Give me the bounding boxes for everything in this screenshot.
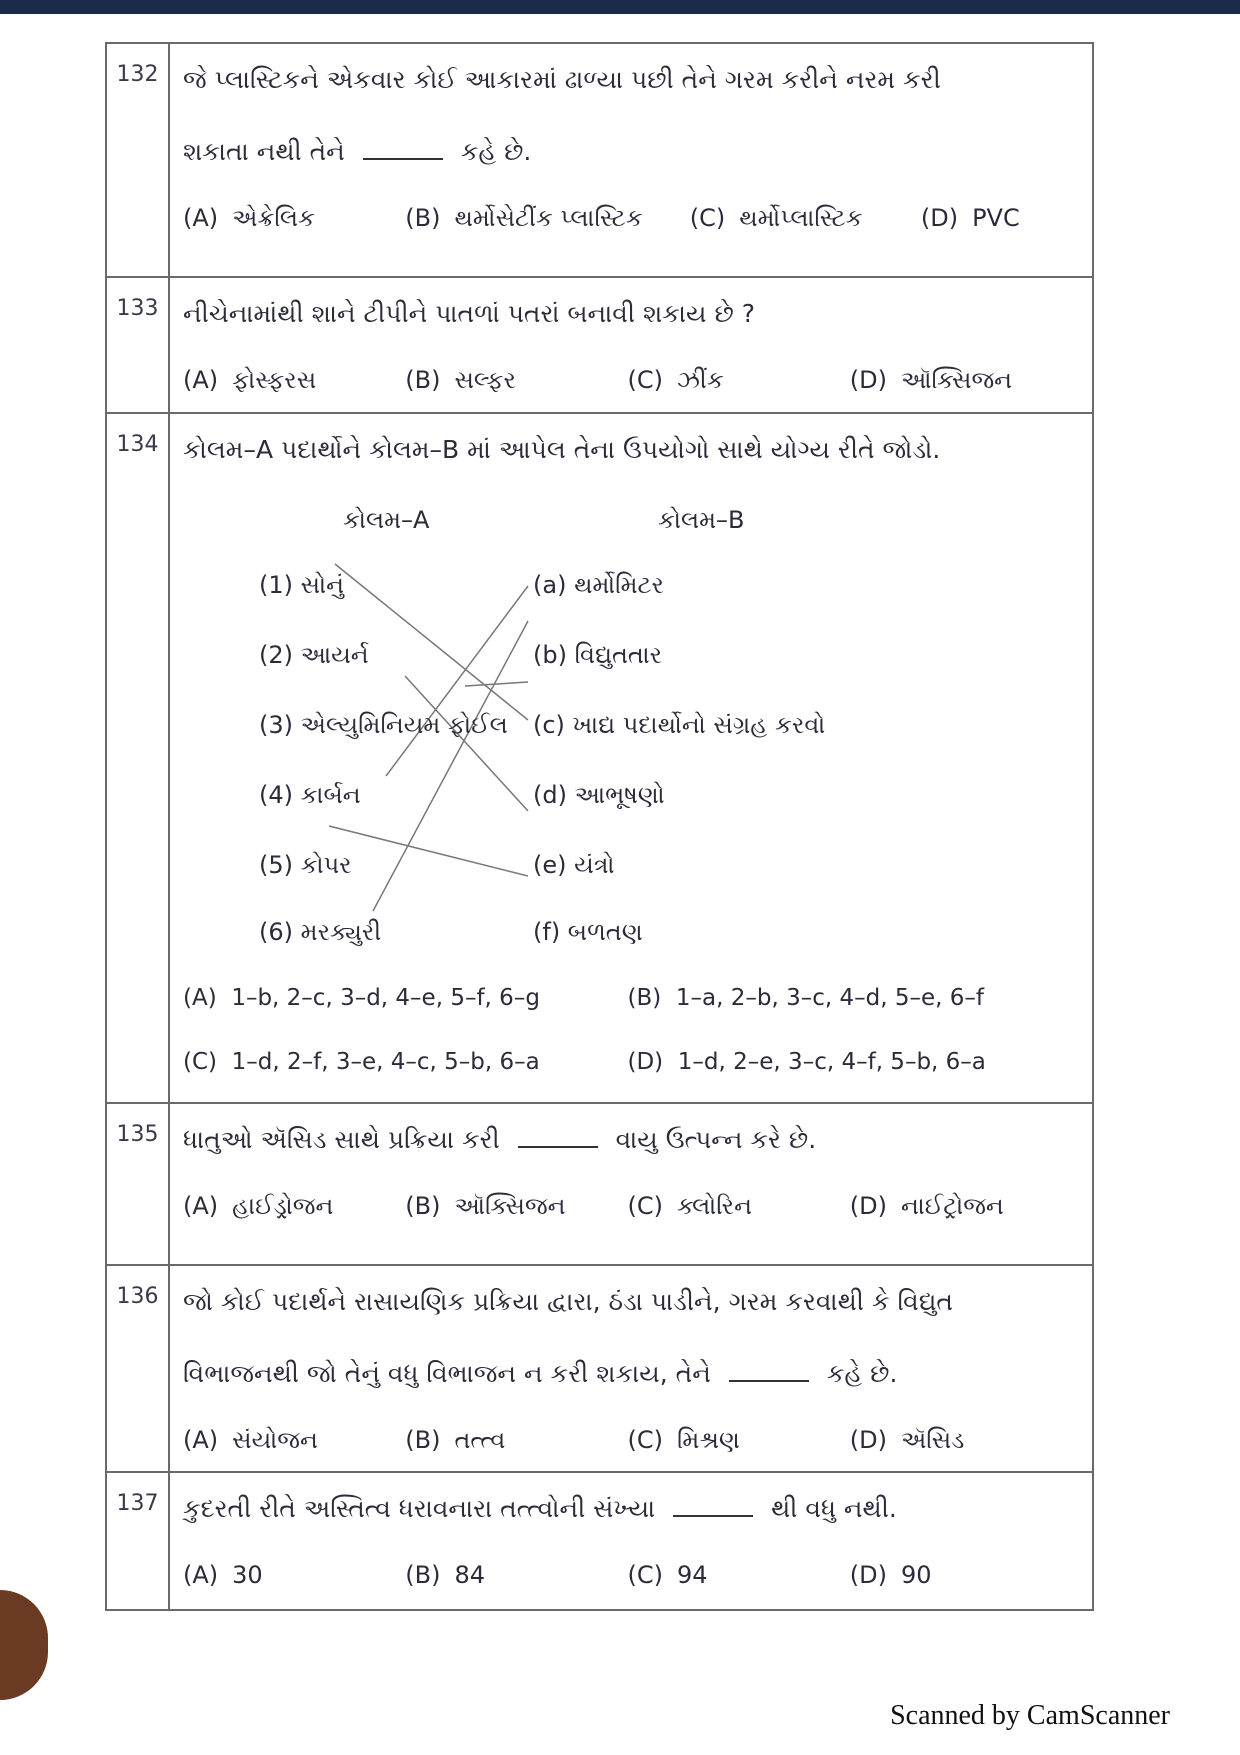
option-b[interactable]: (B) થર્મોસેટીંક પ્લાસ્ટિક bbox=[405, 204, 643, 232]
match-line bbox=[373, 621, 528, 911]
match-columns bbox=[183, 486, 1072, 946]
question-133 bbox=[107, 276, 1092, 412]
question-text: કોલમ–A પદાર્થોને કોલમ–B માં આપેલ તેના ઉપયોગો સાથે યોગ્ય રીતે જોડો. bbox=[183, 435, 941, 464]
question-sheet bbox=[105, 42, 1094, 1611]
options bbox=[183, 1545, 1072, 1605]
question-number: 136 bbox=[107, 1266, 170, 1471]
option-b[interactable]: (B) સલ્ફર bbox=[405, 366, 516, 394]
scan-top-edge bbox=[0, 0, 1240, 14]
question-text: જે પ્લાસ્ટિકને એકવાર કોઈ આકારમાં ઢાળ્યા પછી તેને ગરમ કરીને નરમ કરી શકાતા નથી તેને કહે છે. bbox=[183, 65, 941, 166]
question-text: કુદરતી રીતે અસ્તિત્વ ધરાવનારા તત્ત્વોની સંખ્યા થી વધુ નથી. bbox=[183, 1494, 897, 1523]
column-b-heading: કોલમ–B bbox=[658, 506, 745, 534]
option-b[interactable]: (B) તત્ત્વ bbox=[405, 1426, 506, 1454]
option-d[interactable]: (D) 1–d, 2–e, 3–c, 4–f, 5–b, 6–a bbox=[627, 1049, 986, 1075]
question-text: જો કોઈ પદાર્થને રાસાયણિક પ્રક્રિયા દ્વારા, ઠંડા પાડીને, ગરમ કરવાથી કે વિદ્યુત વિભાજનથી જો તેનું વધુ વિભાજન ન કરી શકાય, તેને કહે છે. bbox=[183, 1287, 954, 1388]
question-number: 134 bbox=[107, 414, 170, 1102]
column-a-heading: કોલમ–A bbox=[343, 506, 430, 534]
options bbox=[183, 1176, 1072, 1236]
options bbox=[183, 966, 1072, 1094]
question-134 bbox=[107, 412, 1092, 1102]
question-text: નીચેનામાંથી શાને ટીપીને પાતળાં પતરાં બનાવી શકાય છે ? bbox=[183, 299, 755, 328]
column-a-item: (6) મરક્યુરી bbox=[259, 918, 382, 946]
options bbox=[183, 1410, 1072, 1470]
option-d[interactable]: (D) ઑક્સિજન bbox=[849, 366, 1013, 394]
answer-blank bbox=[729, 1360, 809, 1382]
option-d[interactable]: (D) ઍસિડ bbox=[849, 1426, 965, 1454]
option-c[interactable]: (C) 1–d, 2–f, 3–e, 4–c, 5–b, 6–a bbox=[183, 1049, 540, 1075]
option-a[interactable]: (A) 1–b, 2–c, 3–d, 4–e, 5–f, 6–g bbox=[183, 985, 540, 1011]
thumb-photo-artifact bbox=[0, 1590, 48, 1700]
answer-blank bbox=[518, 1126, 598, 1148]
match-line bbox=[386, 586, 528, 776]
option-a[interactable]: (A) ફોસ્ફરસ bbox=[183, 366, 317, 394]
option-a[interactable]: (A) સંયોજન bbox=[183, 1426, 318, 1454]
column-b-item: (d) આભૂષણો bbox=[533, 781, 665, 809]
column-a-item: (5) કોપર bbox=[259, 851, 352, 879]
option-b[interactable]: (B) 84 bbox=[405, 1561, 485, 1589]
column-a-item: (1) સોનું bbox=[259, 571, 344, 599]
option-a[interactable]: (A) 30 bbox=[183, 1561, 263, 1589]
column-b-item: (e) યંત્રો bbox=[533, 851, 615, 879]
column-a-item: (2) આયર્ન bbox=[259, 641, 369, 669]
option-b[interactable]: (B) 1–a, 2–b, 3–c, 4–d, 5–e, 6–f bbox=[627, 985, 984, 1011]
option-d[interactable]: (D) નાઈટ્રોજન bbox=[849, 1192, 1004, 1220]
option-c[interactable]: (C) 94 bbox=[627, 1561, 708, 1589]
answer-blank bbox=[673, 1495, 753, 1517]
question-number: 133 bbox=[107, 278, 170, 412]
column-b-item: (f) બળતણ bbox=[533, 918, 643, 946]
column-b-item: (a) થર્મોમિટર bbox=[533, 571, 664, 599]
column-b-item: (c) ખાદ્ય પદાર્થોનો સંગ્રહ કરવો bbox=[533, 711, 826, 739]
option-b[interactable]: (B) ઑક્સિજન bbox=[405, 1192, 566, 1220]
match-line bbox=[465, 682, 528, 686]
question-number: 135 bbox=[107, 1104, 170, 1264]
question-135 bbox=[107, 1102, 1092, 1264]
options bbox=[183, 350, 1072, 410]
question-137 bbox=[107, 1471, 1092, 1611]
option-c[interactable]: (C) મિશ્રણ bbox=[627, 1426, 740, 1454]
question-number: 137 bbox=[107, 1473, 170, 1609]
answer-blank bbox=[363, 138, 443, 160]
question-number: 132 bbox=[107, 44, 170, 276]
option-c[interactable]: (C) ઝીંક bbox=[627, 366, 724, 394]
column-b-item: (b) વિદ્યુતતાર bbox=[533, 641, 663, 669]
option-c[interactable]: (C) ક્લોરિન bbox=[627, 1192, 752, 1220]
option-c[interactable]: (C) થર્મોપ્લાસ્ટિક bbox=[689, 204, 863, 232]
column-a-item: (4) કાર્બન bbox=[259, 781, 361, 809]
scanner-watermark: Scanned by CamScanner bbox=[890, 1700, 1170, 1731]
option-a[interactable]: (A) હાઈડ્રોજન bbox=[183, 1192, 334, 1220]
option-d[interactable]: (D) PVC bbox=[920, 204, 1020, 232]
question-136 bbox=[107, 1264, 1092, 1471]
options bbox=[183, 188, 1072, 248]
option-a[interactable]: (A) એક્રેલિક bbox=[183, 204, 315, 232]
match-line bbox=[329, 826, 528, 876]
question-132 bbox=[107, 44, 1092, 276]
column-a-item: (3) એલ્યુમિનિયમ ફોઈલ bbox=[259, 711, 508, 739]
question-text: ધાતુઓ ઍસિડ સાથે પ્રક્રિયા કરી વાયુ ઉત્પન્ન કરે છે. bbox=[183, 1125, 817, 1154]
match-line bbox=[405, 676, 528, 811]
option-d[interactable]: (D) 90 bbox=[849, 1561, 932, 1589]
